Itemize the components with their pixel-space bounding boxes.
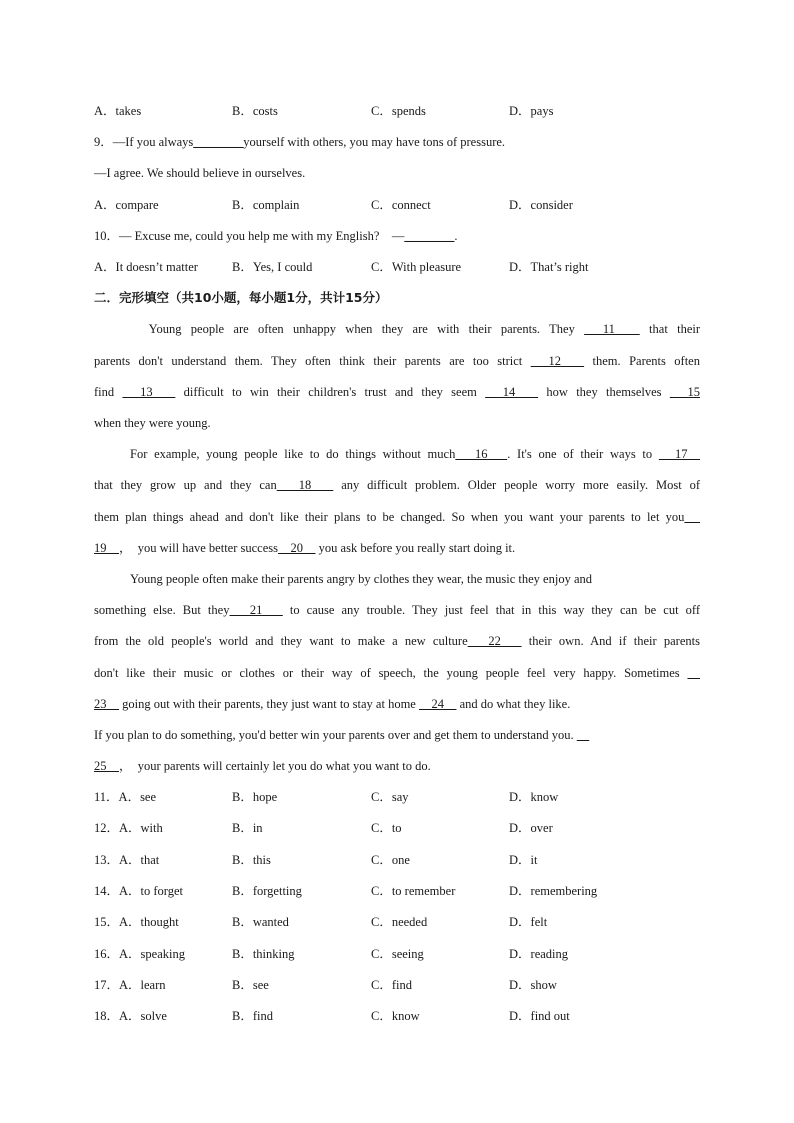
passage-line-text xyxy=(94,697,570,711)
cloze-blank: 12 xyxy=(530,354,585,368)
option-d: D．show xyxy=(509,978,557,992)
cloze-blank: 14 xyxy=(485,385,539,399)
option-c: C．know xyxy=(371,1009,420,1023)
option-b: B．hope xyxy=(232,790,278,804)
section-heading: 二．完形填空（共10小题，每小题1分，共计15分） xyxy=(94,290,388,305)
passage-text: their own. And if their parents xyxy=(521,634,700,648)
option-a: 17．A．learn xyxy=(94,978,166,992)
cloze-blank: 20 xyxy=(278,541,316,555)
passage-line-text xyxy=(94,665,700,681)
option-a: 15．A．thought xyxy=(94,915,179,929)
passage-line-text xyxy=(94,541,515,555)
option-c: C．say xyxy=(371,790,409,804)
q10-option-c: C．With pleasure xyxy=(371,260,462,274)
passage-line xyxy=(94,415,211,431)
passage-text: . It's one of their ways to xyxy=(507,447,659,461)
cloze-blank xyxy=(684,510,700,524)
cloze-blank: 11 xyxy=(584,322,640,336)
option-b: B．find xyxy=(232,1009,273,1023)
option-b: B．this xyxy=(232,853,271,867)
passage-text: difficult to win their children's trust and they seem xyxy=(175,385,486,399)
option-d: D．felt xyxy=(509,915,548,929)
passage-line xyxy=(130,321,700,337)
cloze-blank: 21 xyxy=(229,603,283,617)
cloze-blank xyxy=(577,728,590,742)
passage-line-text xyxy=(94,759,431,773)
passage-line-text xyxy=(130,572,592,586)
q10-stem-end: . xyxy=(454,229,458,243)
passage-line xyxy=(94,758,431,774)
cloze-blank: 22 xyxy=(467,634,522,648)
passage-text: going out with their parents, they just want to stay at home xyxy=(119,697,419,711)
q8-option-a: A．takes xyxy=(94,104,142,118)
q9-option-c: C．connect xyxy=(371,198,431,212)
q9-blank: ________ xyxy=(193,135,244,149)
passage-text: you ask before you really start doing it. xyxy=(315,541,516,555)
q8-option-d: D．pays xyxy=(509,104,554,118)
option-a: 14．A．to forget xyxy=(94,884,183,898)
passage-text: don't like their music or clothes or their way of speech, the young people feel very happy. Sometimes xyxy=(94,666,688,680)
passage-line-text xyxy=(94,477,700,493)
passage-text: something else. But they xyxy=(94,603,230,617)
passage-text: ， your parents will certainly let you do what you want to do. xyxy=(119,759,431,773)
q9-stem xyxy=(94,134,505,150)
passage-text: any difficult problem. Older people worry more easily. Most of xyxy=(333,478,700,492)
passage-line xyxy=(130,571,592,587)
passage-line xyxy=(94,477,700,493)
option-d: D．over xyxy=(509,821,553,835)
option-c: C．to remember xyxy=(371,884,456,898)
cloze-blank: 23 xyxy=(94,697,120,711)
passage-text: ， you will have better success xyxy=(119,541,279,555)
option-a: 12．A．with xyxy=(94,821,163,835)
cloze-blank: 25 xyxy=(94,759,120,773)
cloze-blank: 13 xyxy=(122,385,176,399)
passage-line xyxy=(94,540,515,556)
passage-text: find xyxy=(94,385,123,399)
passage-text: them plan things ahead and don't like their plans to be changed. So when you want your parents to let you xyxy=(94,510,685,524)
option-b: B．thinking xyxy=(232,947,295,961)
passage-line-text xyxy=(94,728,589,742)
passage-line-text xyxy=(94,509,700,525)
cloze-blank: 15 xyxy=(669,385,700,399)
passage-text: that their xyxy=(639,322,701,336)
passage-line xyxy=(94,696,570,712)
q9-stem-text: 9．—If you always xyxy=(94,135,194,149)
option-d: D．remembering xyxy=(509,884,598,898)
passage-line-text xyxy=(130,321,700,337)
option-b: B．forgetting xyxy=(232,884,302,898)
option-a: 11．A．see xyxy=(94,790,157,804)
passage-text: If you plan to do something, you'd better win your parents over and get them to understand you. xyxy=(94,728,577,742)
cloze-blank: 18 xyxy=(276,478,334,492)
option-d: D．reading xyxy=(509,947,569,961)
cloze-blank: 19 xyxy=(94,541,120,555)
q9-option-a: A．compare xyxy=(94,198,159,212)
cloze-blank: 16 xyxy=(455,447,508,461)
passage-text: when they were young. xyxy=(94,416,211,430)
passage-line-text xyxy=(94,384,700,400)
q10-option-b: B．Yes, I could xyxy=(232,260,313,274)
q10-option-a: A．It doesn’t matter xyxy=(94,260,198,274)
option-b: B．wanted xyxy=(232,915,289,929)
option-c: C．needed xyxy=(371,915,428,929)
option-d: D．find out xyxy=(509,1009,570,1023)
passage-line xyxy=(94,509,700,525)
option-c: C．to xyxy=(371,821,402,835)
q10-stem-text: 10．— Excuse me, could you help me with my English? — xyxy=(94,229,405,243)
q10-blank: ________ xyxy=(404,229,455,243)
cloze-blank: 17 xyxy=(658,447,700,461)
q10-option-d: D．That’s right xyxy=(509,260,589,274)
passage-text: from the old people's world and they want to make a new culture xyxy=(94,634,468,648)
passage-line-text xyxy=(94,416,211,430)
passage-line-text xyxy=(94,353,700,369)
option-a: 13．A．that xyxy=(94,853,160,867)
passage-line xyxy=(94,353,700,369)
passage-text: them. Parents often xyxy=(584,354,700,368)
cloze-blank: 24 xyxy=(418,697,457,711)
option-c: C．find xyxy=(371,978,412,992)
option-b: B．see xyxy=(232,978,269,992)
passage-text: For example, young people like to do things without much xyxy=(130,447,456,461)
option-d: D．know xyxy=(509,790,559,804)
option-b: B．in xyxy=(232,821,263,835)
passage-line xyxy=(94,384,700,400)
passage-text: parents don't understand them. They often think their parents are too strict xyxy=(94,354,531,368)
q9-option-b: B．complain xyxy=(232,198,300,212)
passage-line xyxy=(94,602,700,618)
option-c: C．seeing xyxy=(371,947,424,961)
passage-text: to cause any trouble. They just feel that in this way they can be cut off xyxy=(282,603,700,617)
q8-option-b: B．costs xyxy=(232,104,278,118)
option-d: D．it xyxy=(509,853,538,867)
q9-stem-text-2: yourself with others, you may have tons of pressure. xyxy=(243,135,506,149)
passage-line xyxy=(130,446,700,462)
option-c: C．one xyxy=(371,853,410,867)
cloze-blank xyxy=(687,666,700,680)
passage-line xyxy=(94,665,700,681)
passage-text: Young people are often unhappy when they are with their parents. They xyxy=(130,322,585,336)
option-a: 16．A．speaking xyxy=(94,947,185,961)
q9-option-d: D．consider xyxy=(509,198,573,212)
passage-line-text xyxy=(130,446,700,462)
passage-text: and do what they like. xyxy=(456,697,571,711)
passage-line xyxy=(94,633,700,649)
passage-text: how they themselves xyxy=(538,385,670,399)
passage-text: that they grow up and they can xyxy=(94,478,277,492)
q9-reply: —I agree. We should believe in ourselves. xyxy=(94,166,306,180)
passage-line xyxy=(94,727,589,743)
q8-option-c: C．spends xyxy=(371,104,426,118)
q10-stem xyxy=(94,228,458,244)
option-a: 18．A．solve xyxy=(94,1009,167,1023)
passage-text: Young people often make their parents angry by clothes they wear, the music they enjoy and xyxy=(130,572,592,586)
passage-line-text xyxy=(94,602,700,618)
passage-line-text xyxy=(94,633,700,649)
